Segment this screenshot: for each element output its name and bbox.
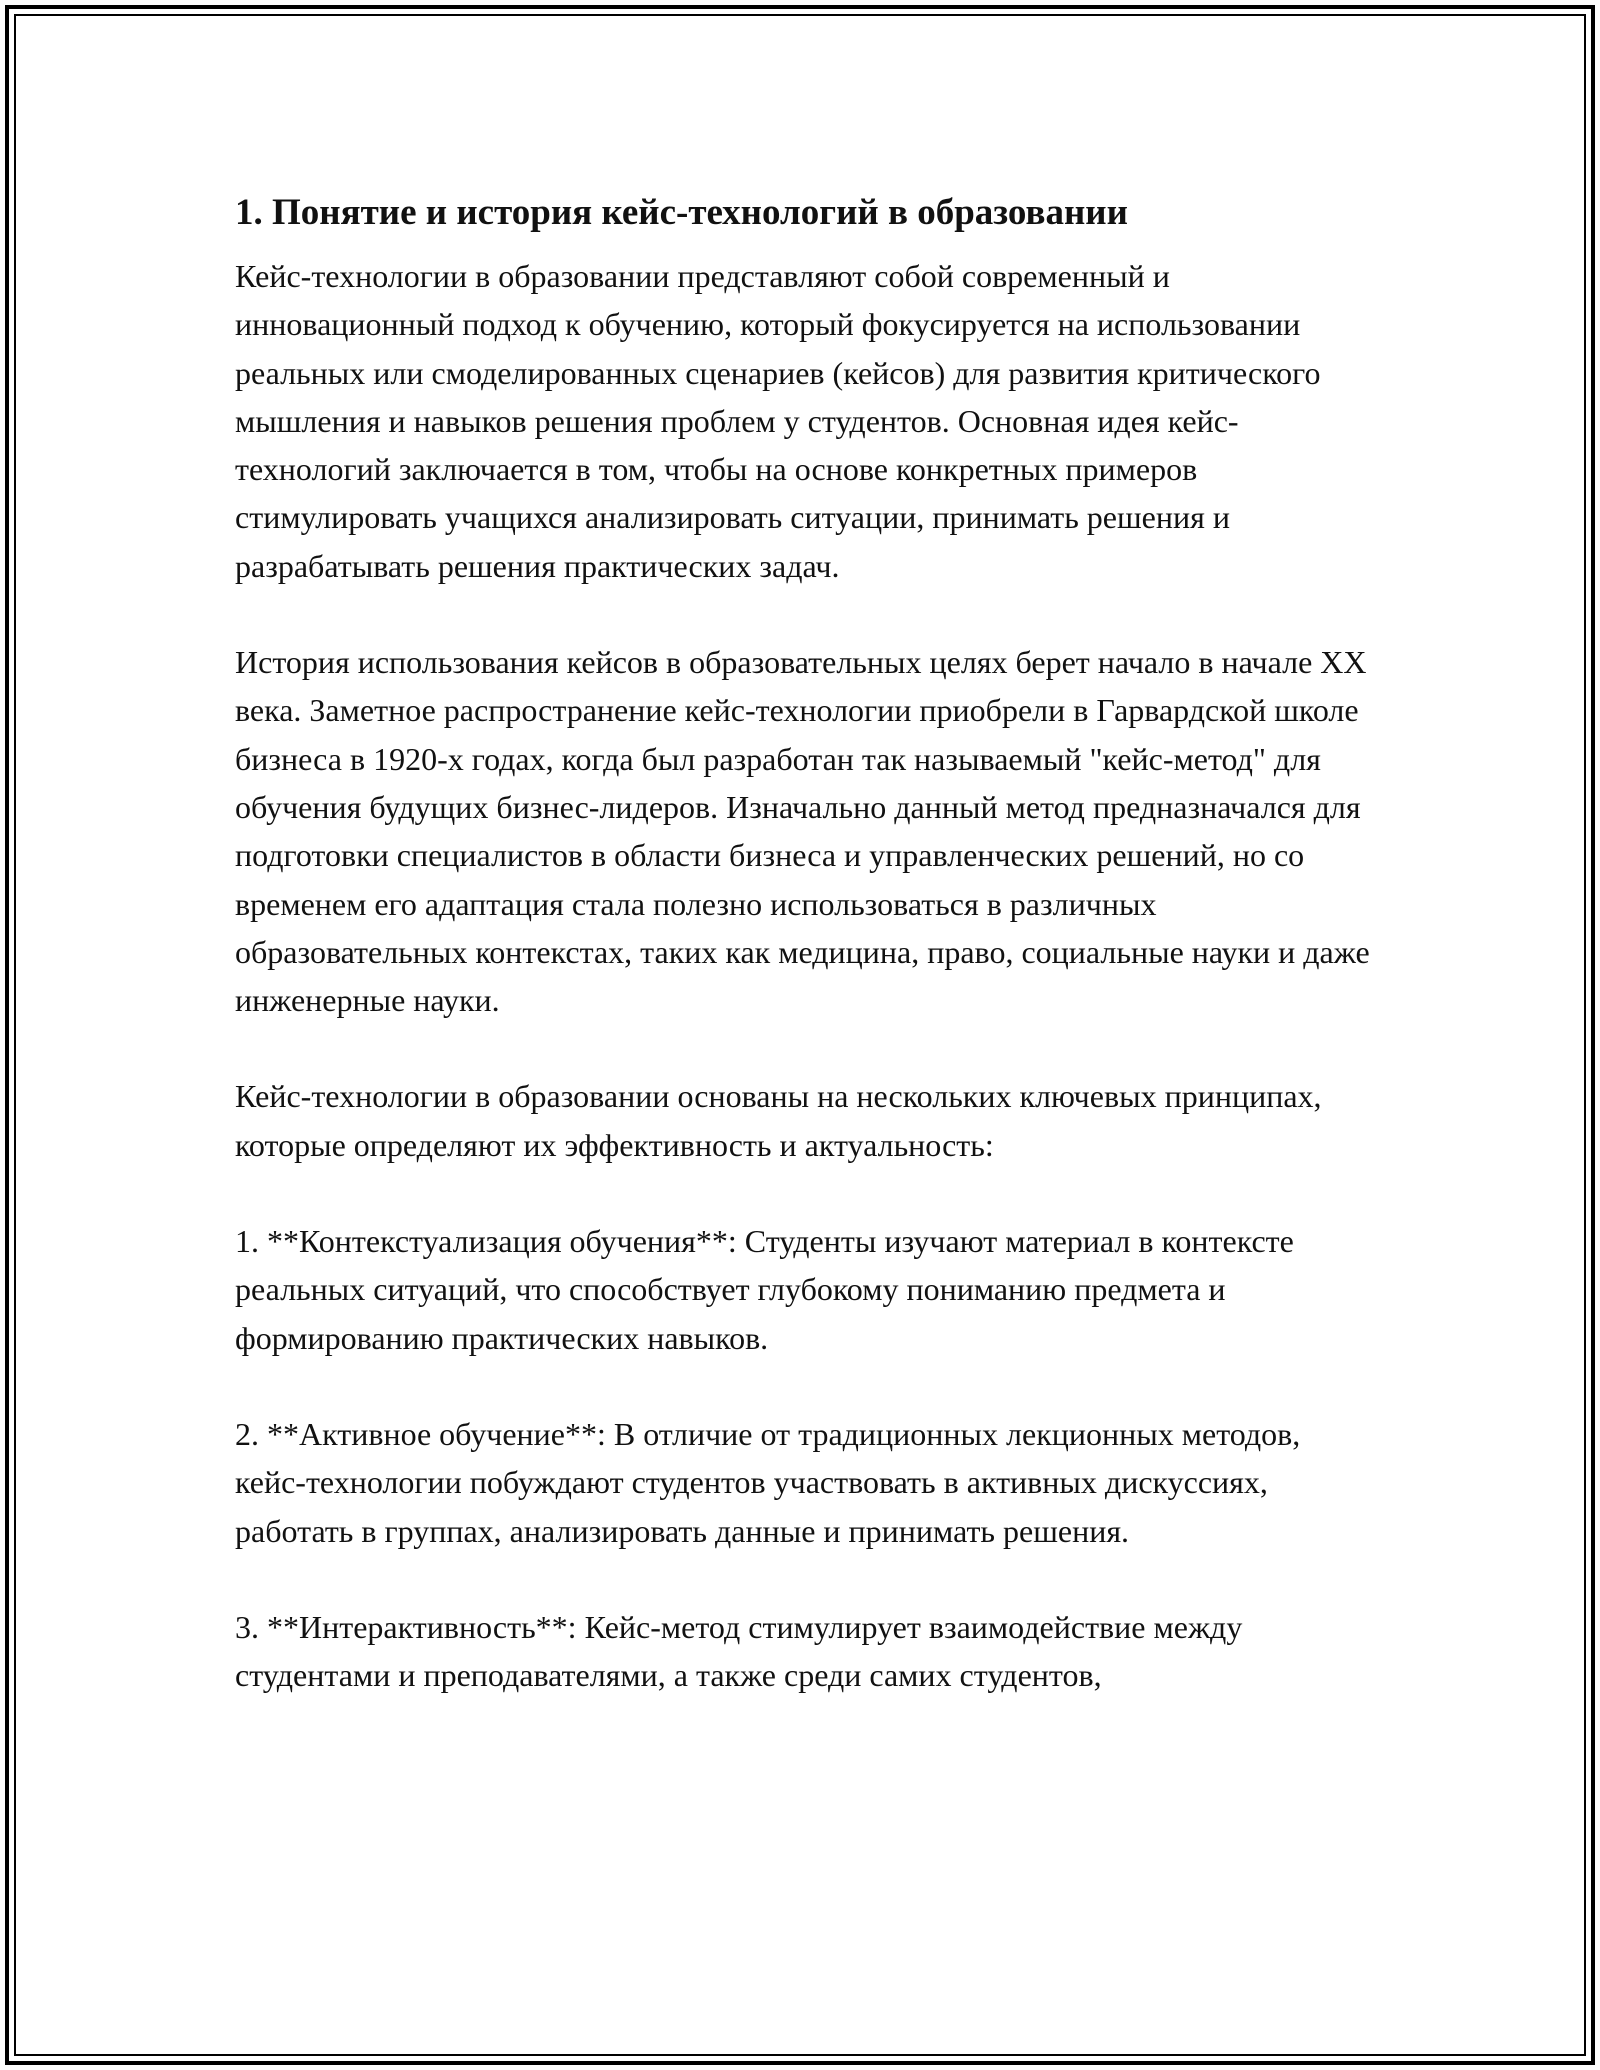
paragraph-principles-intro: Кейс-технологии в образовании основаны на нескольких ключевых принципах, которые определяют их эффективность и актуальность: <box>235 1078 1322 1163</box>
section-heading: 1. Понятие и история кейс-технологий в образовании <box>235 192 1128 233</box>
paragraph-principle-2: 2. **Активное обучение**: В отличие от традиционных лекционных методов, кейс-технологии побуждают студентов участвовать в активных дискуссиях, работать в группах, анализировать данные и принимать решения. <box>235 1415 1301 1549</box>
paragraph-history: История использования кейсов в образовательных целях берет начало в начале XX века. Заметное распространение кейс-технологии приобрели в Гарвардской школе бизнеса в 1920-х годах, когда был разработан так называемый "кейс-метод" для обучения будущих бизнес-лидеров. Изначально данный метод предназначался для подготовки специалистов в области бизнеса и управленческих решений, но со временем его адаптация стала полезно использоваться в различных образовательных контекстах, таких как медицина, право, социальные науки и даже инженерные науки. <box>235 644 1370 1019</box>
paragraph-principle-1: 1. **Контекстуализация обучения**: Студенты изучают материал в контексте реальных ситуаций, что способствует глубокому пониманию предмета и формированию практических навыков. <box>235 1223 1294 1356</box>
paragraph-principle-3: 3. **Интерактивность**: Кейс-метод стимулирует взаимодействие между студентами и преподавателями, а также среди самих студентов, <box>235 1608 1243 1694</box>
paragraph-intro: Кейс-технологии в образовании представляют собой современный и инновационный подход к обучению, который фокусируется на использовании реальных или смоделированных сценариев (кейсов) для развития критического мышления и навыков решения проблем у студентов. Основная идея кейс-технологий заключается в том, чтобы на основе конкретных примеров стимулировать учащихся анализировать ситуации, принимать решения и разрабатывать решения практических задач. <box>235 258 1321 584</box>
document-body <box>235 188 1370 1747</box>
